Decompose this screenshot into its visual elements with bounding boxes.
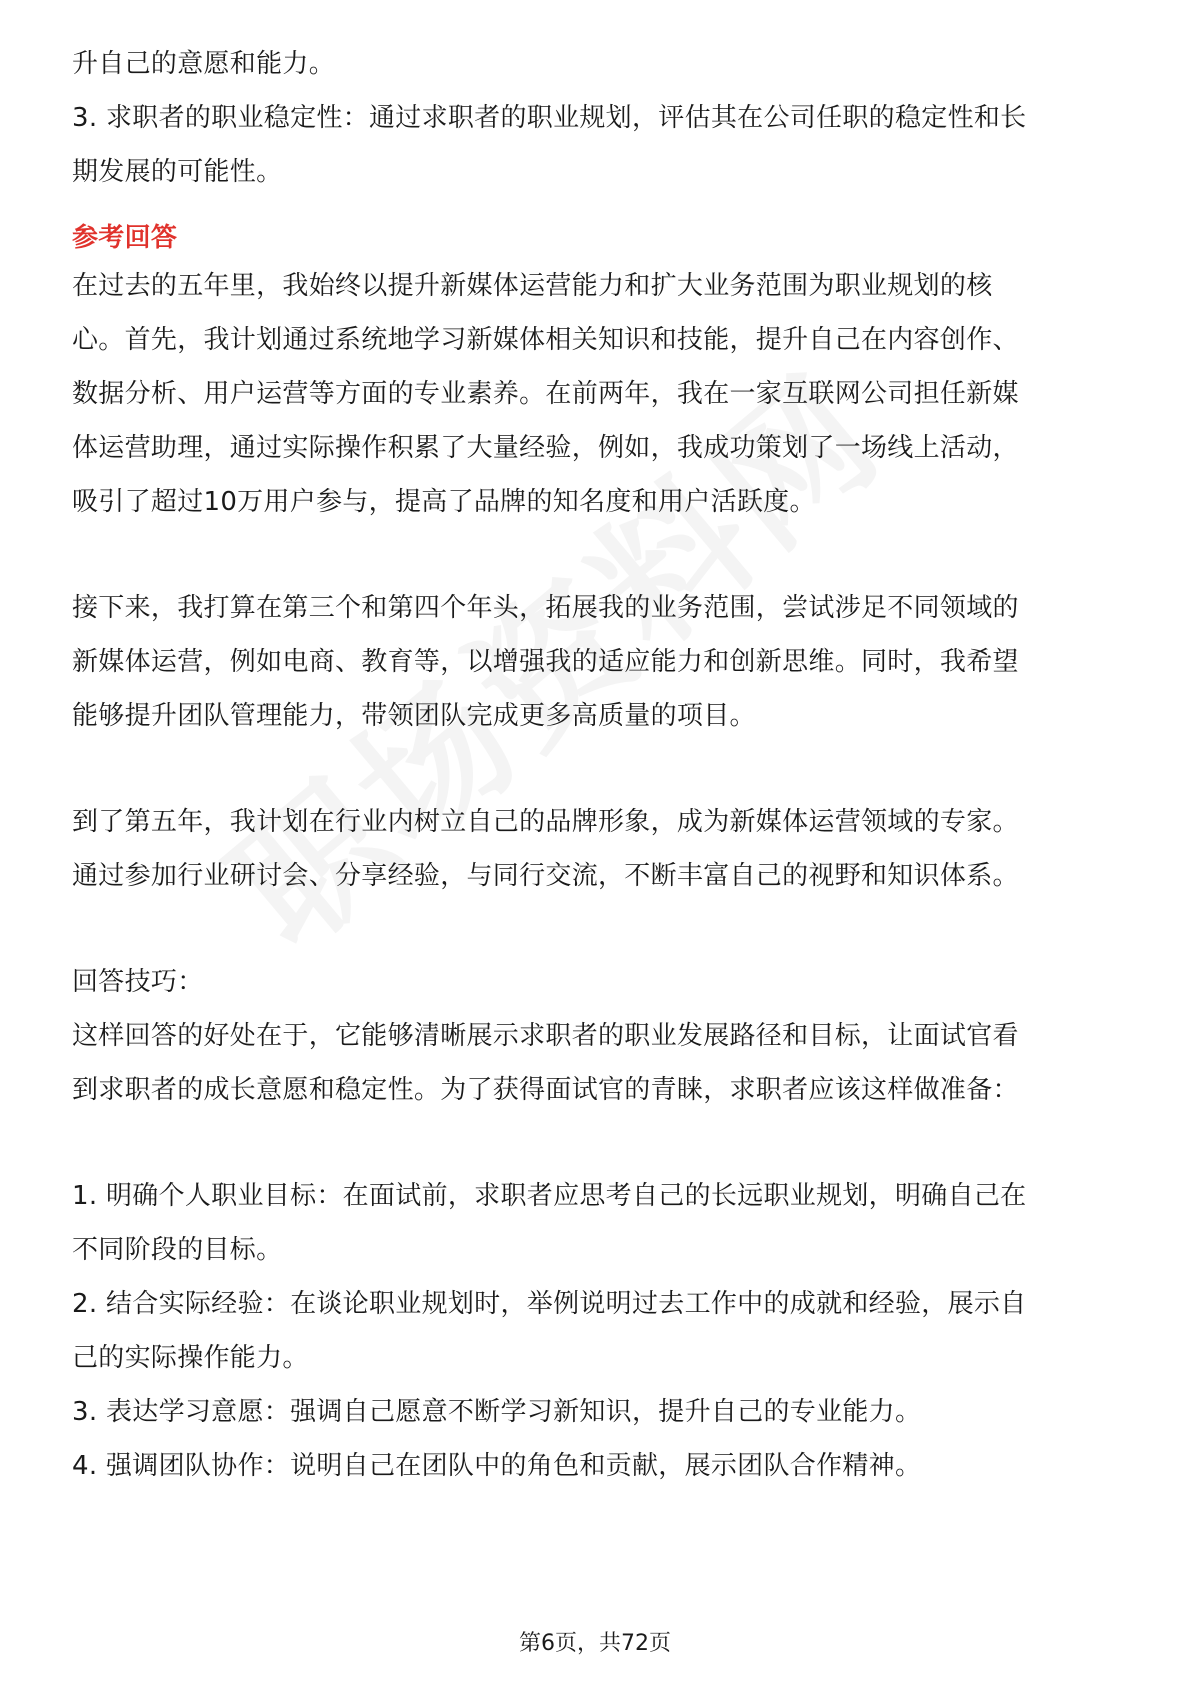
text-line: 吸引了超过10万用户参与，提高了品牌的知名度和用户活跃度。 <box>72 487 816 517</box>
page-number: 第6页，共72页 <box>519 1631 671 1656</box>
text-line: 能够提升团队管理能力，带领团队完成更多高质量的项目。 <box>72 701 756 731</box>
list-item: 1. 明确个人职业目标：在面试前，求职者应思考自己的长远职业规划，明确自己在 <box>72 1181 1027 1211</box>
text-line: 期发展的可能性。 <box>72 157 283 187</box>
list-item-continuation: 不同阶段的目标。 <box>72 1235 283 1265</box>
section-heading-tips: 回答技巧： <box>72 967 204 997</box>
text-line: 在过去的五年里，我始终以提升新媒体运营能力和扩大业务范围为职业规划的核 <box>72 271 993 301</box>
list-item: 2. 结合实际经验：在谈论职业规划时，举例说明过去工作中的成就和经验，展示自 <box>72 1289 1027 1319</box>
list-item: 3. 表达学习意愿：强调自己愿意不断学习新知识，提升自己的专业能力。 <box>72 1397 922 1427</box>
text-line: 3. 求职者的职业稳定性：通过求职者的职业规划，评估其在公司任职的稳定性和长 <box>72 103 1027 133</box>
text-line: 体运营助理，通过实际操作积累了大量经验，例如，我成功策划了一场线上活动， <box>72 433 1019 463</box>
text-line: 心。首先，我计划通过系统地学习新媒体相关知识和技能，提升自己在内容创作、 <box>72 325 1019 355</box>
list-item: 4. 强调团队协作：说明自己在团队中的角色和贡献，展示团队合作精神。 <box>72 1451 922 1481</box>
text-line: 接下来，我打算在第三个和第四个年头，拓展我的业务范围，尝试涉足不同领域的 <box>72 593 1019 623</box>
text-line: 通过参加行业研讨会、分享经验，与同行交流，不断丰富自己的视野和知识体系。 <box>72 861 1019 891</box>
text-line: 到了第五年，我计划在行业内树立自己的品牌形象，成为新媒体运营领域的专家。 <box>72 807 1019 837</box>
text-line: 到求职者的成长意愿和稳定性。为了获得面试官的青睐，求职者应该这样做准备： <box>72 1075 1019 1105</box>
list-item-continuation: 己的实际操作能力。 <box>72 1343 309 1373</box>
text-line: 升自己的意愿和能力。 <box>72 49 336 79</box>
text-line: 这样回答的好处在于，它能够清晰展示求职者的职业发展路径和目标，让面试官看 <box>72 1021 1019 1051</box>
section-heading-reference-answer: 参考回答 <box>72 223 178 253</box>
text-line: 新媒体运营，例如电商、教育等，以增强我的适应能力和创新思维。同时，我希望 <box>72 647 1019 677</box>
text-line: 数据分析、用户运营等方面的专业素养。在前两年，我在一家互联网公司担任新媒 <box>72 379 1019 409</box>
